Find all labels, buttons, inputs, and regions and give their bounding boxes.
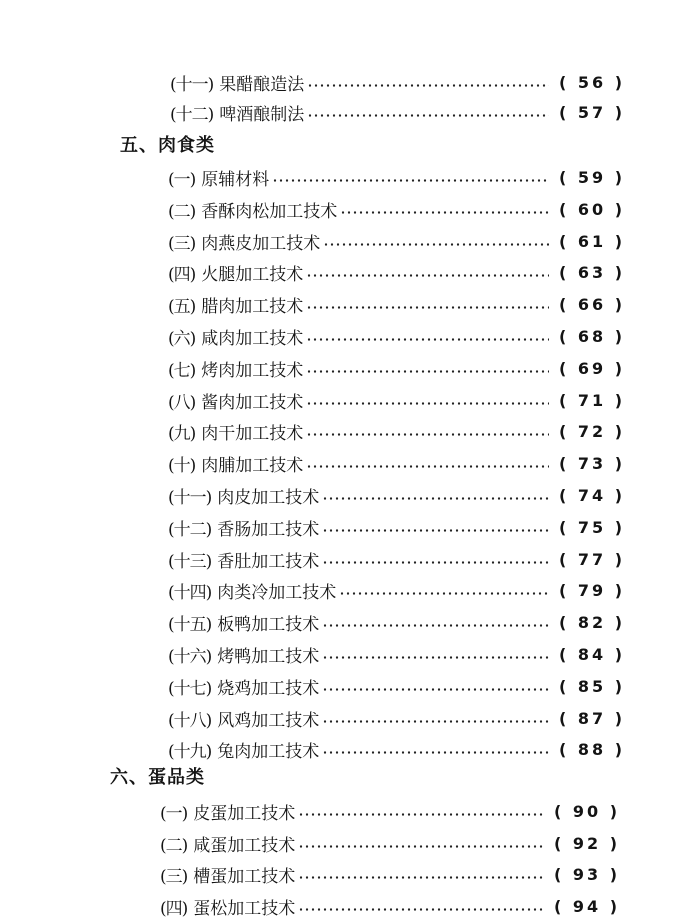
entry-number: (五) (168, 296, 196, 317)
entry-page-number: ( 74 ) (558, 485, 625, 505)
entry-number: (十一) (170, 74, 214, 95)
dot-leader (306, 465, 549, 468)
toc-entry (168, 195, 625, 223)
toc-entry (168, 449, 625, 477)
entry-title: 烤鸭加工技术 (217, 646, 320, 667)
toc-entry (168, 227, 625, 255)
entry-number: (十九) (168, 741, 212, 762)
entry-number: (一) (160, 803, 188, 824)
entry-page-number: ( 92 ) (553, 833, 620, 853)
entry-page-number: ( 73 ) (558, 453, 625, 473)
dot-leader (307, 114, 549, 117)
entry-page-number: ( 85 ) (558, 676, 625, 696)
entry-page-number: ( 60 ) (558, 199, 625, 219)
toc-entry (168, 354, 625, 382)
entry-page-number: ( 69 ) (558, 358, 625, 378)
entry-number: (十八) (168, 710, 212, 731)
dot-leader (322, 751, 549, 754)
entry-number: (一) (168, 169, 196, 190)
entry-number: (八) (168, 392, 196, 413)
entry-title: 风鸡加工技术 (217, 710, 320, 731)
entry-page-number: ( 87 ) (558, 708, 625, 728)
entry-number: (十二) (170, 104, 214, 125)
entry-page-number: ( 59 ) (558, 167, 625, 187)
toc-entry (168, 704, 625, 732)
entry-page-number: ( 61 ) (558, 231, 625, 251)
entry-number: (二) (160, 835, 188, 856)
entry-title: 啤酒酿制法 (219, 104, 305, 125)
entry-page-number: ( 84 ) (558, 644, 625, 664)
entry-title: 果醋酿造法 (219, 74, 305, 95)
entry-number: (六) (168, 328, 196, 349)
dot-leader (307, 84, 549, 87)
dot-leader (306, 306, 549, 309)
toc-entry (168, 322, 625, 350)
dot-leader (339, 592, 549, 595)
entry-title: 香酥肉松加工技术 (201, 201, 338, 222)
entry-title: 烧鸡加工技术 (217, 678, 320, 699)
toc-entry (168, 545, 625, 573)
entry-title: 肉脯加工技术 (201, 455, 304, 476)
dot-leader (306, 370, 549, 373)
entry-page-number: ( 94 ) (553, 896, 620, 916)
toc-entry (168, 417, 625, 445)
entry-page-number: ( 93 ) (553, 864, 620, 884)
dot-leader (322, 656, 549, 659)
toc-entry (168, 576, 625, 604)
toc-entry (168, 290, 625, 318)
entry-page-number: ( 66 ) (558, 294, 625, 314)
dot-leader (322, 688, 549, 691)
entry-title: 原辅材料 (201, 169, 270, 190)
entry-title: 烤肉加工技术 (201, 360, 304, 381)
dot-leader (298, 845, 544, 848)
toc-entry (160, 797, 620, 825)
entry-page-number: ( 77 ) (558, 549, 625, 569)
dot-leader (323, 243, 549, 246)
entry-number: (四) (160, 898, 188, 919)
dot-leader (306, 338, 549, 341)
dot-leader (340, 211, 549, 214)
entry-page-number: ( 71 ) (558, 390, 625, 410)
entry-title: 槽蛋加工技术 (193, 866, 296, 887)
entry-page-number: ( 72 ) (558, 421, 625, 441)
dot-leader (322, 497, 549, 500)
entry-page-number: ( 56 ) (558, 72, 625, 92)
dot-leader (306, 433, 549, 436)
entry-title: 肉燕皮加工技术 (201, 233, 321, 254)
entry-title: 腊肉加工技术 (201, 296, 304, 317)
toc-entry (168, 672, 625, 700)
dot-leader (298, 908, 544, 911)
toc-entry (168, 386, 625, 414)
entry-title: 肉干加工技术 (201, 423, 304, 444)
entry-page-number: ( 57 ) (558, 102, 625, 122)
entry-page-number: ( 68 ) (558, 326, 625, 346)
entry-number: (十三) (168, 551, 212, 572)
entry-title: 板鸭加工技术 (217, 614, 320, 635)
entry-number: (十六) (168, 646, 212, 667)
entry-number: (七) (168, 360, 196, 381)
section-heading: 五、肉食类 (120, 135, 215, 156)
dot-leader (306, 402, 549, 405)
dot-leader (322, 624, 549, 627)
dot-leader (306, 274, 549, 277)
entry-title: 肉皮加工技术 (217, 487, 320, 508)
entry-number: (十五) (168, 614, 212, 635)
entry-title: 兔肉加工技术 (217, 741, 320, 762)
toc-entry (168, 163, 625, 191)
entry-title: 肉类冷加工技术 (217, 582, 337, 603)
section-heading: 六、蛋品类 (110, 767, 205, 788)
dot-leader (322, 529, 549, 532)
entry-number: (四) (168, 264, 196, 285)
entry-title: 火腿加工技术 (201, 264, 304, 285)
entry-title: 香肠加工技术 (217, 519, 320, 540)
entry-title: 皮蛋加工技术 (193, 803, 296, 824)
dot-leader (322, 561, 549, 564)
entry-page-number: ( 82 ) (558, 612, 625, 632)
toc-entry (160, 892, 620, 920)
toc-entry (168, 608, 625, 636)
toc-entry (160, 829, 620, 857)
toc-entry (168, 513, 625, 541)
dot-leader (272, 179, 549, 182)
entry-title: 蛋松加工技术 (193, 898, 296, 919)
entry-title: 酱肉加工技术 (201, 392, 304, 413)
toc-entry (168, 640, 625, 668)
toc-entry (170, 98, 625, 126)
entry-number: (十二) (168, 519, 212, 540)
entry-page-number: ( 75 ) (558, 517, 625, 537)
toc-entry (168, 258, 625, 286)
dot-leader (322, 720, 549, 723)
entry-number: (十七) (168, 678, 212, 699)
entry-number: (二) (168, 201, 196, 222)
entry-title: 香肚加工技术 (217, 551, 320, 572)
entry-number: (十四) (168, 582, 212, 603)
entry-number: (九) (168, 423, 196, 444)
entry-number: (十) (168, 455, 196, 476)
toc-entry (168, 735, 625, 763)
entry-page-number: ( 90 ) (553, 801, 620, 821)
entry-page-number: ( 63 ) (558, 262, 625, 282)
entry-number: (三) (160, 866, 188, 887)
toc-entry (160, 860, 620, 888)
dot-leader (298, 813, 544, 816)
toc-entry (168, 481, 625, 509)
dot-leader (298, 876, 544, 879)
entry-title: 咸蛋加工技术 (193, 835, 296, 856)
entry-page-number: ( 88 ) (558, 739, 625, 759)
entry-page-number: ( 79 ) (558, 580, 625, 600)
entry-number: (十一) (168, 487, 212, 508)
entry-title: 咸肉加工技术 (201, 328, 304, 349)
toc-entry (170, 68, 625, 96)
entry-number: (三) (168, 233, 196, 254)
